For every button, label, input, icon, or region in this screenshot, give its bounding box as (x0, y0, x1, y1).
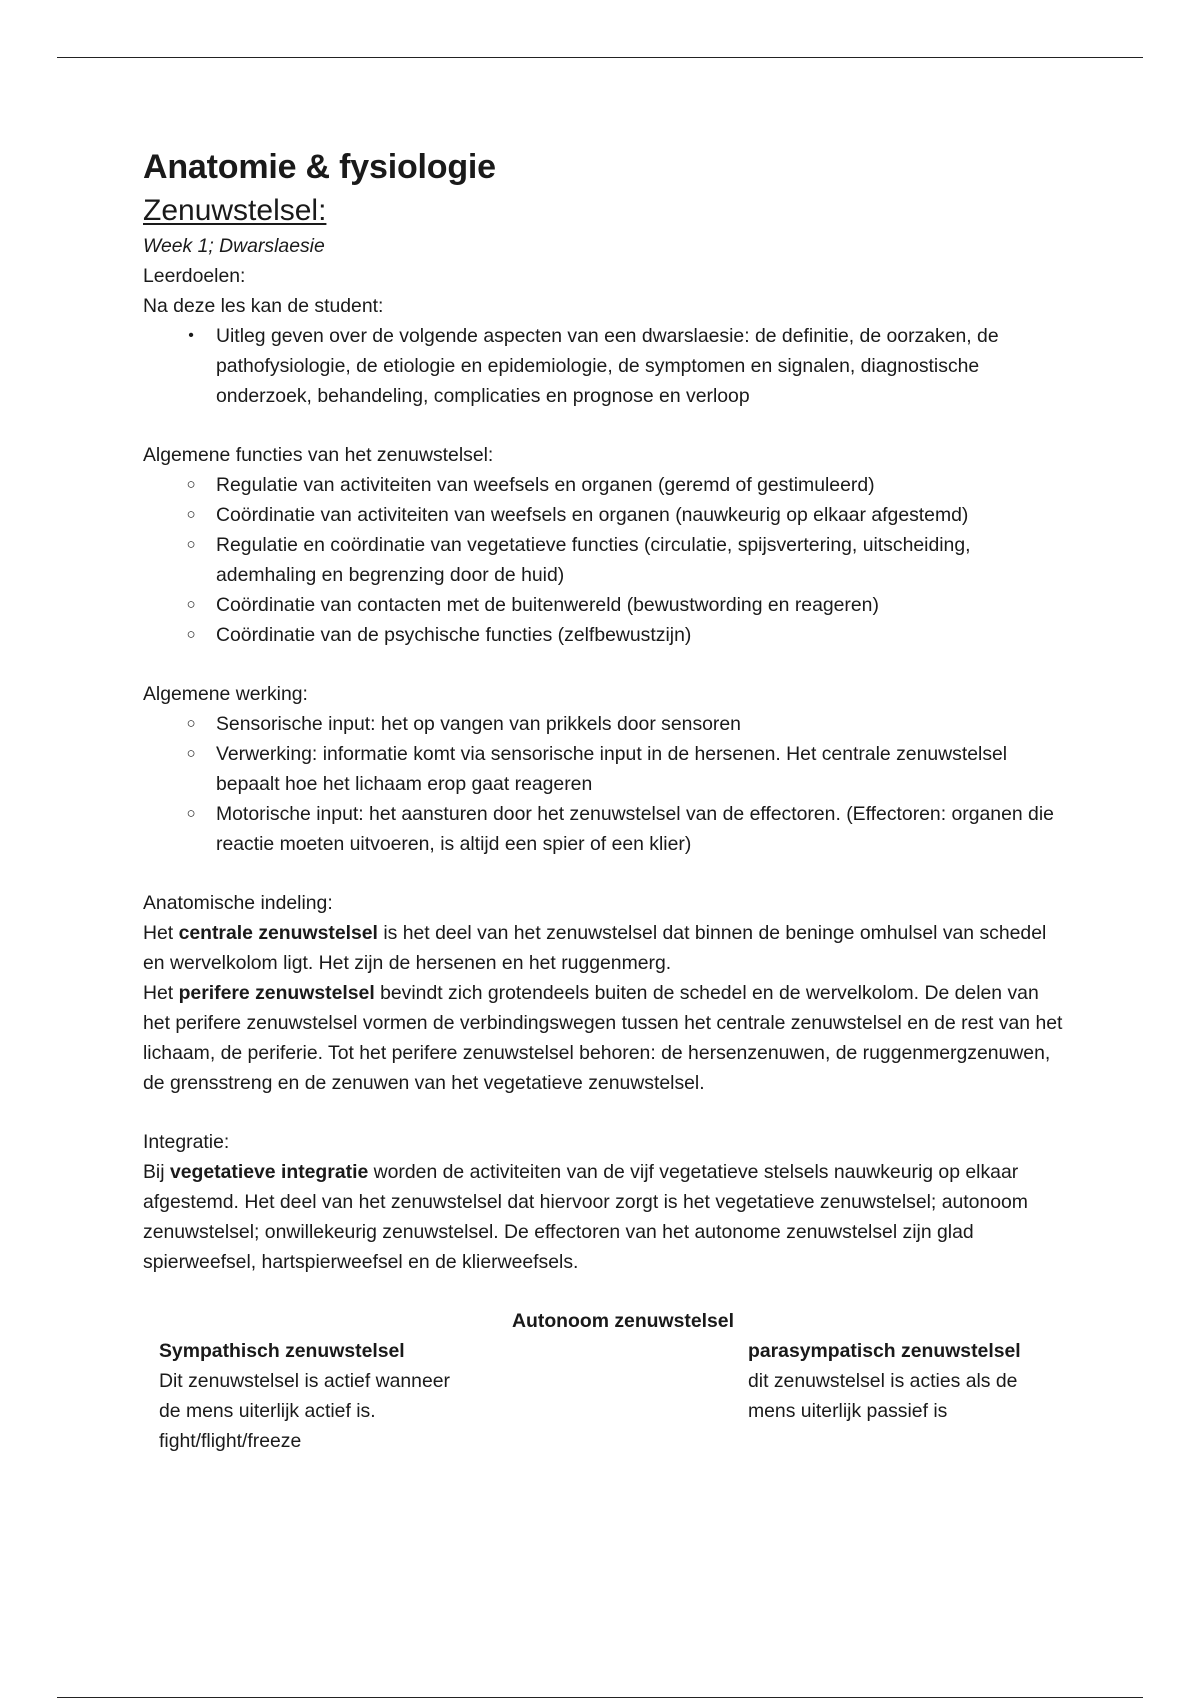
function-text: Regulatie en coördinatie van vegetatieve functies (circulatie, spijsvertering, uitscheiding, ademhaling en begrenzing door de huid) (216, 534, 971, 586)
parasympathetic-line: dit zenuwstelsel is acties als de (748, 1370, 1018, 1392)
header-rule (57, 57, 1143, 58)
list-item (143, 709, 1063, 739)
function-text: Regulatie van activiteiten van weefsels en organen (geremd of gestimuleerd) (216, 474, 875, 496)
integration-label: Integratie: (143, 1131, 230, 1153)
function-text: Coördinatie van activiteiten van weefsels en organen (nauwkeurig op elkaar afgestemd) (216, 504, 969, 526)
list-item (143, 799, 1063, 859)
list-item (143, 530, 1063, 590)
page-title: Anatomie & fysiologie (143, 148, 496, 186)
integration-term: vegetatieve integratie (169, 1161, 369, 1183)
goals-intro: Na deze les kan de student: (143, 295, 384, 317)
peripheral-nervous-system-paragraph: Het perifere zenuwstelsel bevindt zich grotendeels buiten de schedel en de wervelkolom. De delen van het perifere zenuwstelsel vormen de verbindingswegen tussen het centrale zenuwstelsel en de rest van het lichaam, de periferie. Tot het perifere zenuwstelsel behoren: de hersenzenuwen, de ruggenmergzenuwen, de grensstreng en de zenuwen van het vegetatieve zenuwstelsel. (143, 982, 1063, 1094)
sympathetic-heading: Sympathisch zenuwstelsel (159, 1340, 405, 1362)
central-term: centrale zenuwstelsel (178, 922, 378, 944)
goal-text: Uitleg geven over de volgende aspecten van een dwarslaesie: de definitie, de oorzaken, de pathofysiologie, de etiologie en epidemiologie, de symptomen en signalen, diagnostische onderzoek, behandeling, complicaties en prognose en verloop (216, 325, 999, 407)
autonomic-title: Autonoom zenuwstelsel (512, 1310, 734, 1332)
central-nervous-system-paragraph: Het centrale zenuwstelsel is het deel van het zenuwstelsel dat binnen de beninge omhulsel van schedel en wervelkolom ligt. Het zijn de hersenen en het ruggenmerg. (143, 922, 1047, 974)
circle-bullet-icon: ○ (186, 536, 196, 553)
working-text: Sensorische input: het op vangen van prikkels door sensoren (216, 713, 741, 735)
parasympathetic-line: mens uiterlijk passief is (748, 1400, 948, 1422)
list-item (143, 620, 1063, 650)
sympathetic-line: Dit zenuwstelsel is actief wanneer (159, 1370, 450, 1392)
circle-bullet-icon: ○ (186, 715, 196, 732)
function-text: Coördinatie van de psychische functies (zelfbewustzijn) (216, 624, 692, 646)
peripheral-term: perifere zenuwstelsel (178, 982, 375, 1004)
circle-bullet-icon: ○ (186, 745, 196, 762)
anatomy-label: Anatomische indeling: (143, 892, 333, 914)
functions-label: Algemene functies van het zenuwstelsel: (143, 444, 494, 466)
list-item (143, 321, 1063, 411)
bullet-icon: • (188, 327, 194, 344)
list-item (143, 500, 1063, 530)
working-text: Motorische input: het aansturen door het zenuwstelsel van de effectoren. (Effectoren: organen die reactie moeten uitvoeren, is altijd een spier of een klier) (216, 803, 1054, 855)
circle-bullet-icon: ○ (186, 626, 196, 643)
sympathetic-line: fight/flight/freeze (159, 1430, 302, 1452)
sympathetic-column (159, 1336, 504, 1456)
circle-bullet-icon: ○ (186, 476, 196, 493)
working-list (143, 709, 1063, 859)
list-item (143, 739, 1063, 799)
parasympathetic-column (748, 1336, 1068, 1426)
circle-bullet-icon: ○ (186, 805, 196, 822)
autonomic-table (143, 1336, 1063, 1452)
circle-bullet-icon: ○ (186, 596, 196, 613)
parasympathetic-heading: parasympatisch zenuwstelsel (748, 1340, 1021, 1362)
goals-list (143, 321, 1063, 411)
footer-rule (57, 1697, 1143, 1698)
week-label: Week 1; Dwarslaesie (143, 235, 325, 257)
list-item (143, 470, 1063, 500)
working-label: Algemene werking: (143, 683, 308, 705)
sympathetic-line: de mens uiterlijk actief is. (159, 1400, 376, 1422)
page-subtitle: Zenuwstelsel: (143, 194, 327, 227)
document-page (143, 144, 1063, 1452)
function-text: Coördinatie van contacten met de buitenwereld (bewustwording en reageren) (216, 594, 879, 616)
list-item (143, 590, 1063, 620)
functions-list (143, 470, 1063, 650)
integration-paragraph: Bij vegetatieve integratie worden de activiteiten van de vijf vegetatieve stelsels nauwkeurig op elkaar afgestemd. Het deel van het zenuwstelsel dat hiervoor zorgt is het vegetatieve zenuwstelsel; autonoom zenuwstelsel; onwillekeurig zenuwstelsel. De effectoren van het autonome zenuwstelsel zijn glad spierweefsel, hartspierweefsel en de klierweefsels. (143, 1161, 1028, 1273)
working-text: Verwerking: informatie komt via sensorische input in de hersenen. Het centrale zenuwstelsel bepaalt hoe het lichaam erop gaat reageren (216, 743, 1008, 795)
circle-bullet-icon: ○ (186, 506, 196, 523)
goals-label: Leerdoelen: (143, 265, 246, 287)
